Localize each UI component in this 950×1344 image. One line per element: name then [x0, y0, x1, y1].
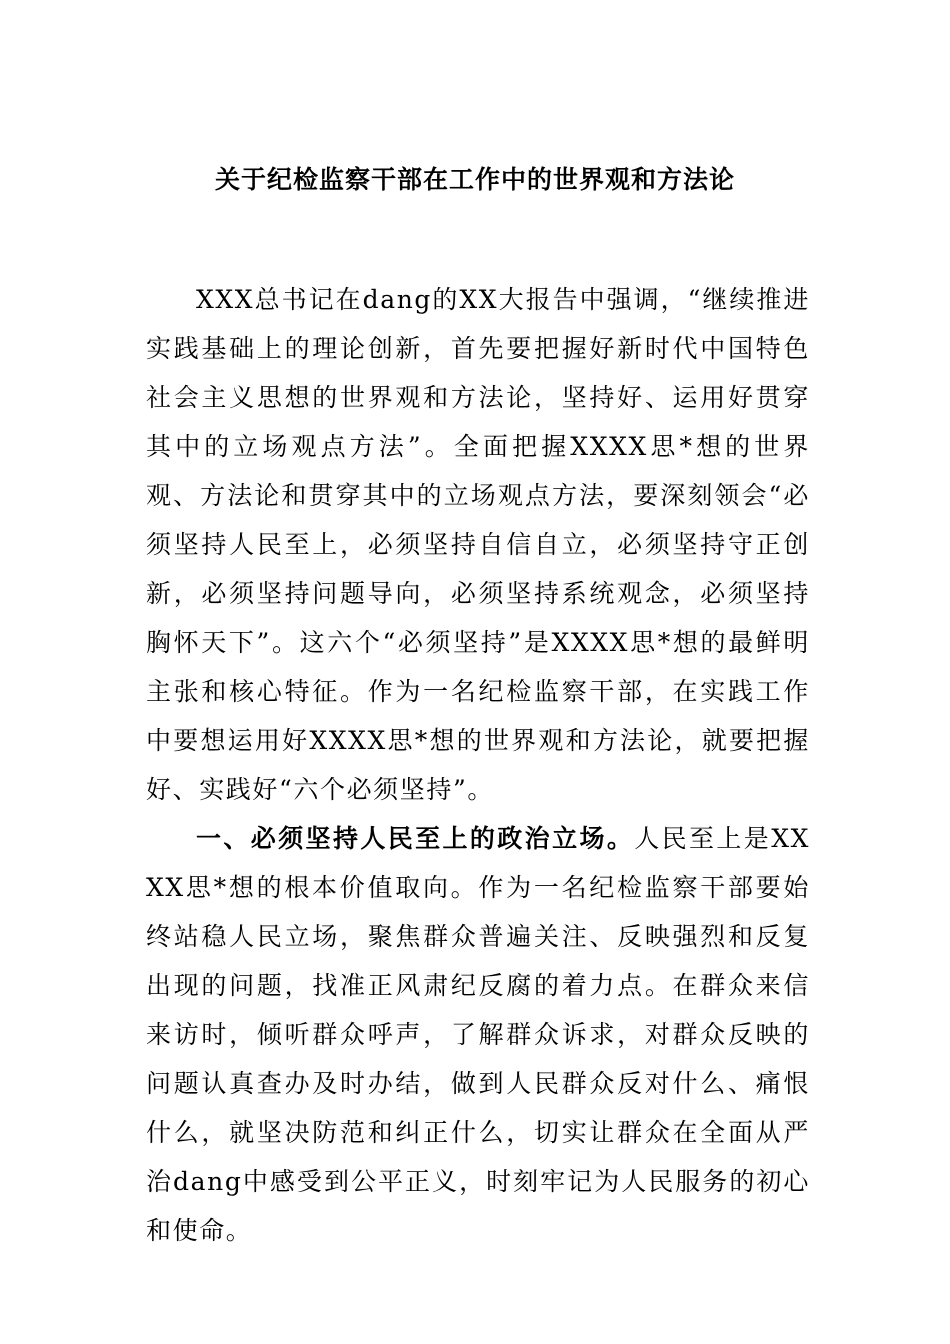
section-1-text: 人民至上是XXXX思*想的根本价值取向。作为一名纪检监察干部要始终站稳人民立场，聚焦群众普遍关注、反映强烈和反复出现的问题，找准正风肃纪反腐的着力点。在群众来信来访时，倾听群众呼声，了解群众诉求，对群众反映的问题认真查办及时办结，做到人民群众反对什么、痛恨什么，就坚决防范和纠正什么，切实让群众在全面从严治dang中感受到公平正义，时刻牢记为人民服务的初心和使命。 [146, 824, 810, 1245]
section-1-heading: 一、必须坚持人民至上的政治立场。 [196, 824, 635, 853]
paragraph-intro-text: XXX总书记在dang的XX大报告中强调，“继续推进实践基础上的理论创新，首先要把握好新时代中国特色社会主义思想的世界观和方法论，坚持好、运用好贯穿其中的立场观点方法”。全面把握XXXX思*想的世界观、方法论和贯穿其中的立场观点方法，要深刻领会“必须坚持人民至上，必须坚持自信自立，必须坚持守正创新，必须坚持问题导向，必须坚持系统观念，必须坚持胸怀天下”。这六个“必须坚持”是XXXX思*想的最鲜明主张和核心特征。作为一名纪检监察干部，在实践工作中要想运用好XXXX思*想的世界观和方法论，就要把握好、实践好“六个必须坚持”。 [146, 285, 810, 804]
document-body [146, 275, 810, 1255]
paragraph-intro [146, 275, 810, 814]
document-title: 关于纪检监察干部在工作中的世界观和方法论 [214, 165, 735, 194]
paragraph-section-1 [146, 814, 810, 1255]
